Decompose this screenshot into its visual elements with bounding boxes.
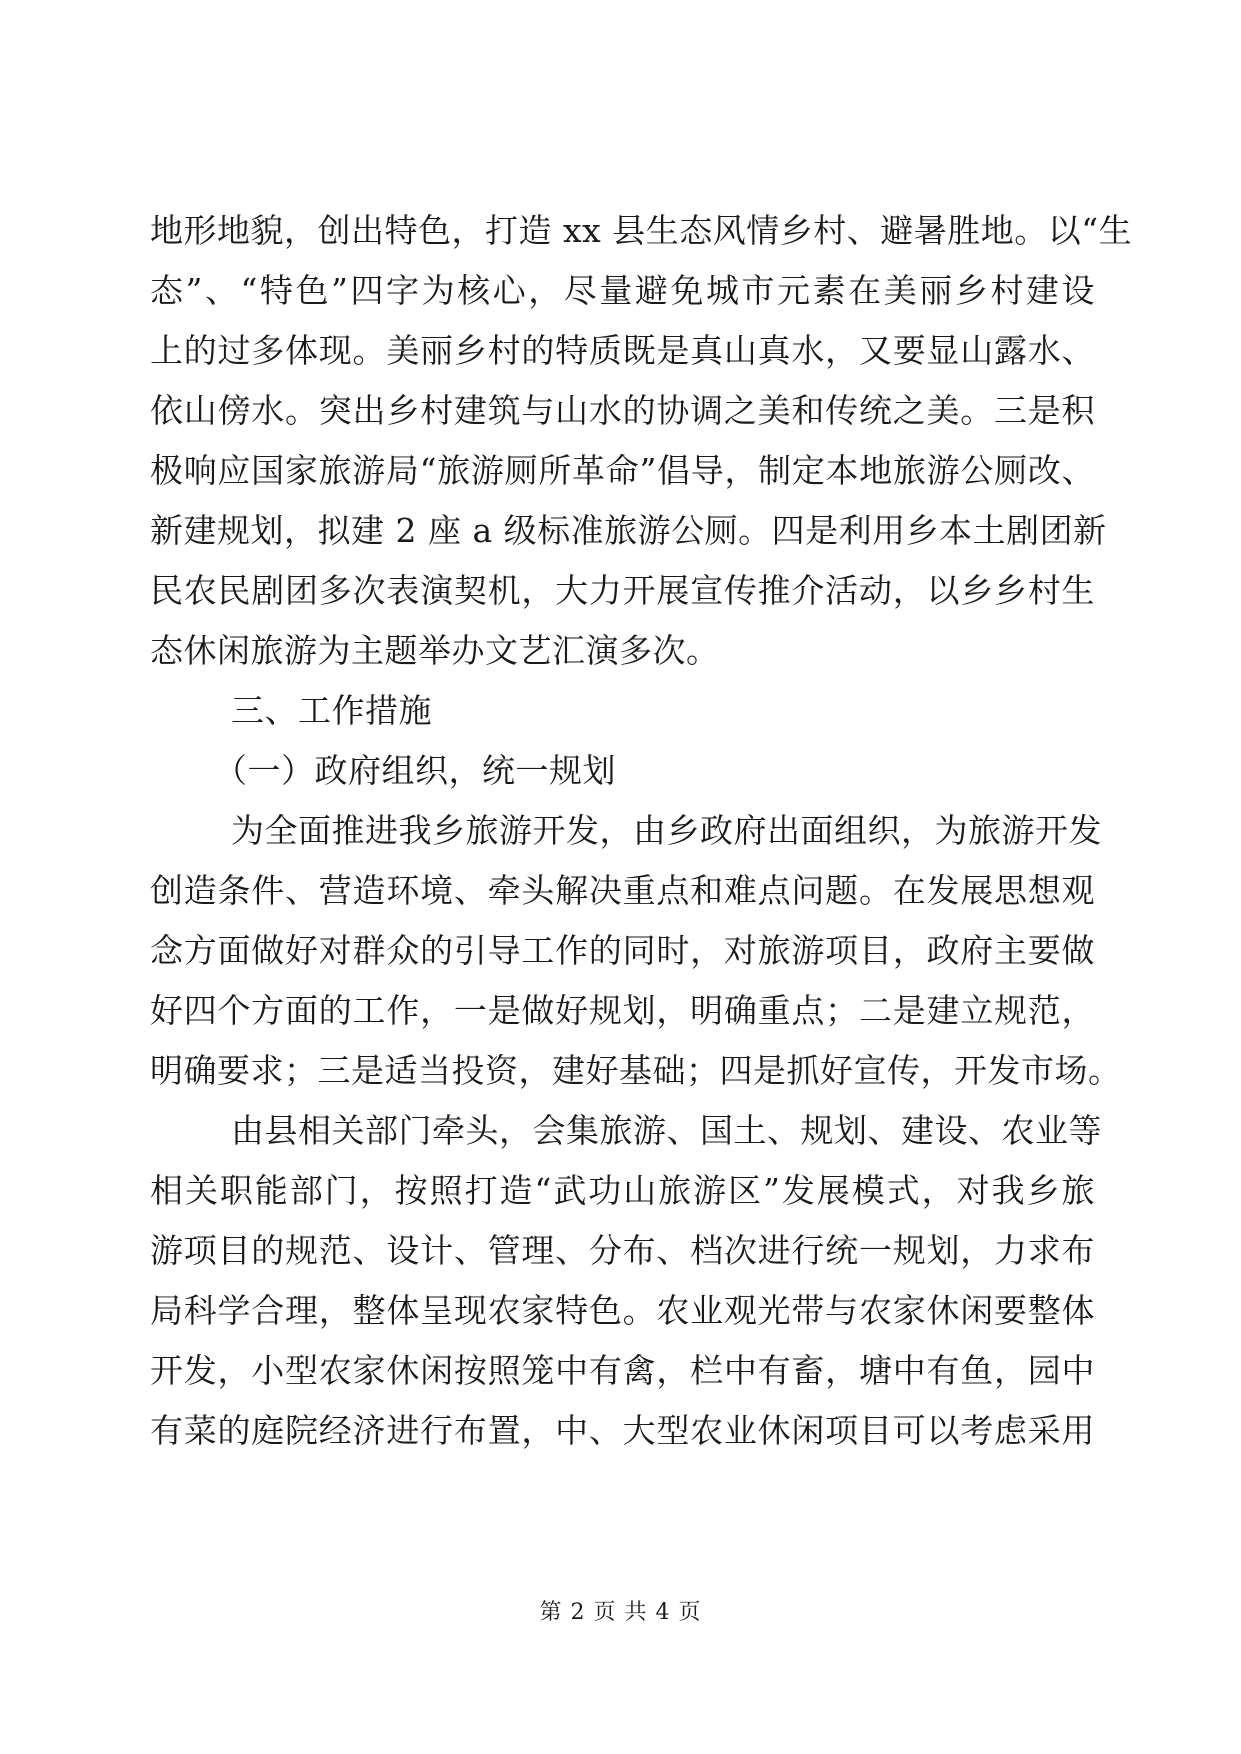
body-line: 态”、“特色”四字为核心，尽量避免城市元素在美丽乡村建设: [150, 271, 1095, 310]
body-line: 新建规划，拟建 2 座 a 级标准旅游公厕。四是利用乡本土剧团新: [150, 511, 1107, 550]
section-heading: 三、工作措施: [231, 691, 432, 730]
body-line: 民农民剧团多次表演契机，大力开展宣传推介活动，以乡乡村生: [150, 571, 1095, 610]
body-line: 创造条件、营造环境、牵头解决重点和难点问题。在发展思想观: [150, 871, 1095, 910]
body-line: 好四个方面的工作，一是做好规划，明确重点；二是建立规范，: [150, 991, 1095, 1030]
page-number-footer: 第 2 页 共 4 页: [539, 1600, 702, 1625]
body-line: 开发，小型农家休闲按照笼中有禽，栏中有畜，塘中有鱼，园中: [150, 1351, 1095, 1390]
body-line: 游项目的规范、设计、管理、分布、档次进行统一规划，力求布: [150, 1231, 1095, 1270]
body-line: 上的过多体现。美丽乡村的特质既是真山真水，又要显山露水、: [150, 331, 1095, 370]
body-line: 有菜的庭院经济进行布置，中、大型农业休闲项目可以考虑采用: [150, 1411, 1095, 1450]
body-line: 局科学合理，整体呈现农家特色。农业观光带与农家休闲要整体: [150, 1291, 1095, 1330]
body-line: 态休闲旅游为主题举办文艺汇演多次。: [150, 631, 720, 670]
subsection-heading: （一）政府组织，统一规划: [214, 751, 616, 790]
body-line: 明确要求；三是适当投资，建好基础；四是抓好宣传，开发市场。: [150, 1051, 1122, 1090]
body-line: 相关职能部门，按照打造“武功山旅游区”发展模式，对我乡旅: [150, 1171, 1095, 1210]
body-line: 由县相关部门牵头，会集旅游、国土、规划、建设、农业等: [231, 1111, 1102, 1150]
body-line: 念方面做好对群众的引导工作的同时，对旅游项目，政府主要做: [150, 931, 1095, 970]
body-line: 为全面推进我乡旅游开发，由乡政府出面组织，为旅游开发: [231, 811, 1102, 850]
body-line: 依山傍水。突出乡村建筑与山水的协调之美和传统之美。三是积: [150, 391, 1095, 430]
body-line: 极响应国家旅游局“旅游厕所革命”倡导，制定本地旅游公厕改、: [150, 451, 1095, 490]
body-line: 地形地貌，创出特色，打造 xx 县生态风情乡村、避暑胜地。以“生: [150, 211, 1133, 250]
